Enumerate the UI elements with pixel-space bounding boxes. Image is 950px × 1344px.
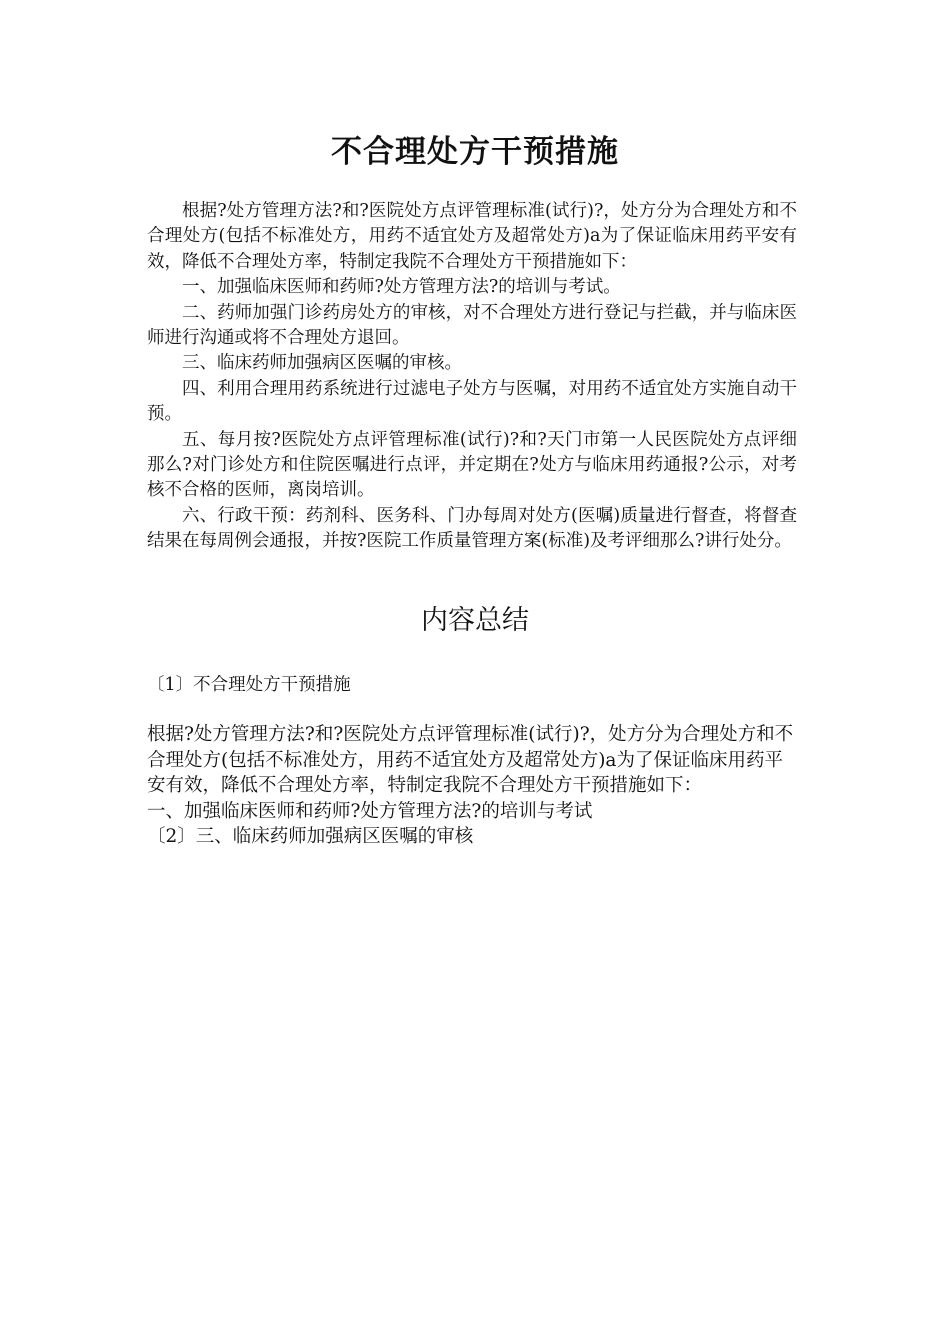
body-paragraph-measure-1: 一、加强临床医师和药师?处方管理方法?的培训与考试。 <box>182 277 621 298</box>
body-paragraph-intro: 根据?处方管理方法?和?医院处方点评管理标准(试行)?，处方分为合理处方和不合理处方(包括不标准处方，用药不适宜处方及超常处方)a为了保证临床用药平安有效，降低不合理处方率，特制定我院不合理处方干预措施如下： <box>147 201 797 272</box>
summary-item-1: 〔1〕不合理处方干预措施 <box>147 675 351 695</box>
body-paragraph-measure-2: 二、药师加强门诊药房处方的审核，对不合理处方进行登记与拦截，并与临床医师进行沟通或将不合理处方退回。 <box>147 302 797 349</box>
body-paragraph-measure-4: 四、利用合理用药系统进行过滤电子处方与医嘱，对用药不适宜处方实施自动干预。 <box>147 378 797 425</box>
document-body <box>147 199 797 555</box>
body-paragraph-measure-3: 三、临床药师加强病区医嘱的审核。 <box>182 353 462 374</box>
document-title: 不合理处方干预措施 <box>331 134 619 170</box>
summary-line-intro: 根据?处方管理方法?和?医院处方点评管理标准(试行)?，处方分为合理处方和不合理处方(包括不标准处方，用药不适宜处方及超常处方)a为了保证临床用药平安有效，降低不合理处方率，特制定我院不合理处方干预措施如下： <box>147 724 794 796</box>
body-paragraph-measure-6: 六、行政干预：药剂科、医务科、门办每周对处方(医嘱)质量进行督查，将督查结果在每周例会通报，并按?医院工作质量管理方案(标准)及考评细那么?讲行处分。 <box>147 505 797 552</box>
summary-line-item-2: 〔2〕三、临床药师加强病区医嘱的审核 <box>147 826 474 847</box>
body-paragraph-measure-5: 五、每月按?医院处方点评管理标准(试行)?和?天门市第一人民医院处方点评细那么?对门诊处方和住院医嘱进行点评，并定期在?处方与临床用药通报?公示，对考核不合格的医师，离岗培训。 <box>147 429 797 501</box>
summary-line-measure-1: 一、加强临床医师和药师?处方管理方法?的培训与考试 <box>147 800 593 822</box>
summary-content <box>147 722 797 850</box>
summary-title: 内容总结 <box>421 605 529 636</box>
